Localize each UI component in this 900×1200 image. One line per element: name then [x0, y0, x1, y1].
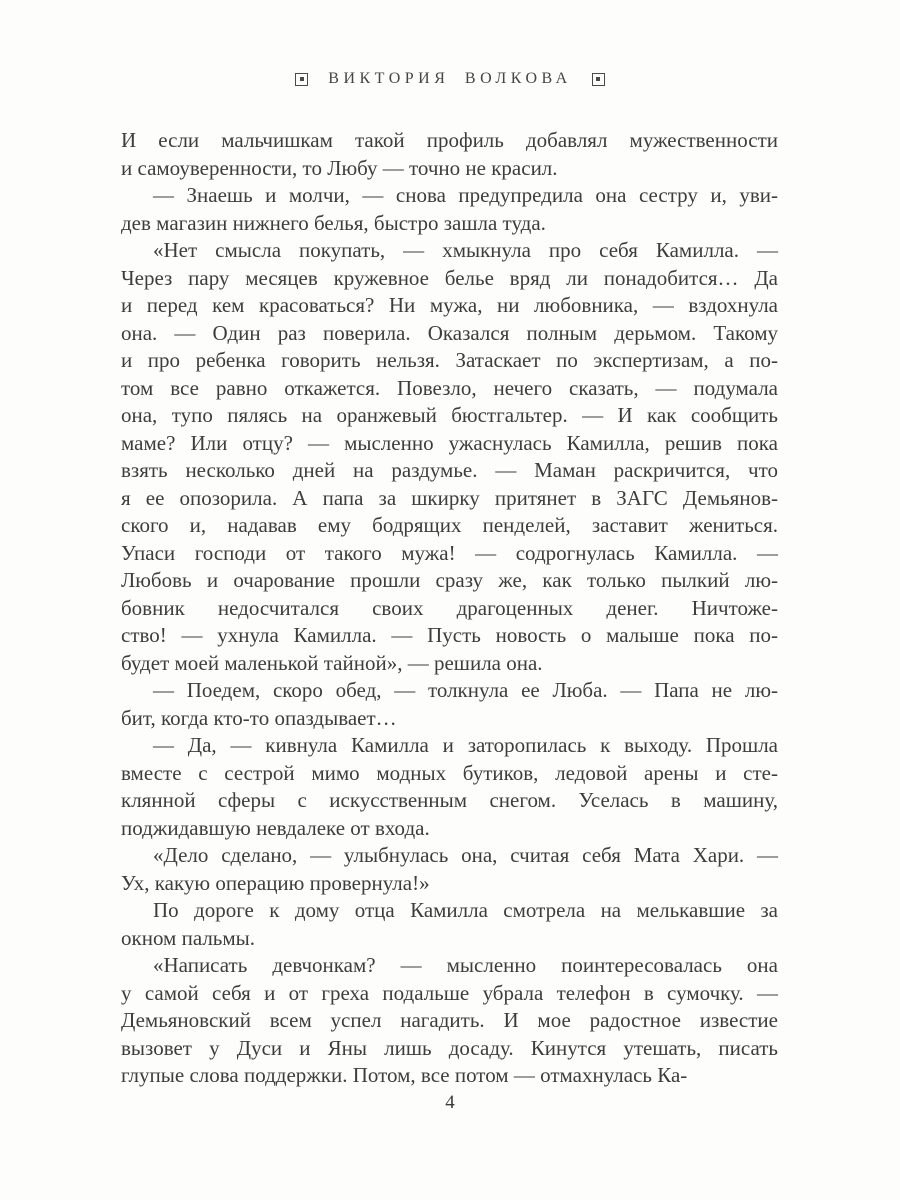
paragraph: [121, 897, 778, 952]
text-line: маме? Или отцу? — мысленно ужаснулась Камилла, решив пока: [121, 430, 778, 455]
text-line: По дороге к дому отца Камилла смотрела на мелькавшие за: [153, 898, 778, 922]
ornament-left-icon: [295, 73, 308, 86]
text-line: — Поедем, скоро обед, — толкнула ее Люба. — Папа не лю-: [153, 678, 778, 702]
paragraph: [121, 127, 778, 182]
paragraph: [121, 732, 778, 842]
text-line: у самой себя и от греха подальше убрала телефон в сумочку. —: [121, 980, 778, 1005]
text-line: окном пальмы.: [121, 925, 256, 950]
text-line: и самоуверенности, то Любу — точно не красил.: [121, 155, 558, 180]
text-line: я ее опозорила. А папа за шкирку притянет в ЗАГС Демьянов-: [121, 485, 778, 510]
paragraph: [121, 237, 778, 677]
text-line: взять несколько дней на раздумье. — Маман раскричится, что: [121, 458, 778, 482]
text-line: Через пару месяцев кружевное белье вряд ли понадобится… Да: [121, 265, 778, 290]
author-name: ВИКТОРИЯ ВОЛКОВА: [328, 70, 572, 87]
text-line: — Да, — кивнула Камилла и заторопилась к выходу. Прошла: [153, 733, 778, 757]
page-number: 4: [445, 1092, 455, 1113]
text-line: и перед кем красоваться? Ни мужа, ни любовника, — вздохнула: [121, 293, 778, 317]
text-line: Демьяновский всем успел нагадить. И мое радостное известие: [121, 1008, 778, 1032]
text-line: бовник недосчитался своих драгоценных денег. Ничтоже-: [121, 595, 778, 620]
text-line: «Дело сделано, — улыбнулась она, считая себя Мата Хари. —: [153, 843, 778, 867]
text-line: глупые слова поддержки. Потом, все потом — отмахнулась Ка-: [121, 1063, 688, 1087]
text-line: поджидавшую невдалеке от входа.: [121, 815, 430, 840]
text-line: ского и, надавав ему бодрящих пенделей, заставит жениться.: [121, 513, 778, 537]
text-line: Любовь и очарование прошли сразу же, как только пылкий лю-: [121, 568, 778, 592]
text-line: бит, когда кто-то опаздывает…: [121, 705, 397, 730]
paragraph: [121, 677, 778, 732]
text-line: ство! — ухнула Камилла. — Пусть новость о малыше пока по-: [121, 623, 778, 647]
text-line: Упаси господи от такого мужа! — содрогнулась Камилла. —: [121, 540, 778, 565]
text-line: том все равно откажется. Повезло, нечего сказать, — подумала: [121, 375, 778, 400]
text-line: Ух, какую операцию провернула!»: [121, 870, 430, 895]
text-line: «Нет смысла покупать, — хмыкнула про себя Камилла. —: [153, 238, 778, 262]
paragraph: [121, 182, 778, 237]
ornament-right-icon: [592, 73, 605, 86]
paragraph: [121, 842, 778, 897]
text-line: И если мальчишкам такой профиль добавлял мужественности: [121, 128, 778, 152]
text-line: вызовет у Дуси и Яны лишь досаду. Кинутся утешать, писать: [121, 1035, 778, 1060]
text-line: клянной сферы с искусственным снегом. Уселась в машину,: [121, 788, 778, 812]
page-body: [121, 127, 778, 1090]
text-line: она. — Один раз поверила. Оказался полным дерьмом. Такому: [121, 320, 778, 345]
paragraph: [121, 952, 778, 1090]
text-line: будет моей маленькой тайной», — решила она.: [121, 650, 543, 675]
running-header: [0, 70, 900, 88]
text-line: и про ребенка говорить нельзя. Затаскает по экспертизам, а по-: [121, 348, 778, 372]
text-line: дев магазин нижнего белья, быстро зашла туда.: [121, 210, 546, 235]
text-line: она, тупо пялясь на оранжевый бюстгальтер. — И как сообщить: [121, 403, 778, 427]
text-line: вместе с сестрой мимо модных бутиков, ледовой арены и сте-: [121, 760, 778, 785]
text-line: — Знаешь и молчи, — снова предупредила она сестру и, уви-: [153, 183, 778, 207]
text-line: «Написать девчонкам? — мысленно поинтересовалась она: [153, 953, 778, 977]
